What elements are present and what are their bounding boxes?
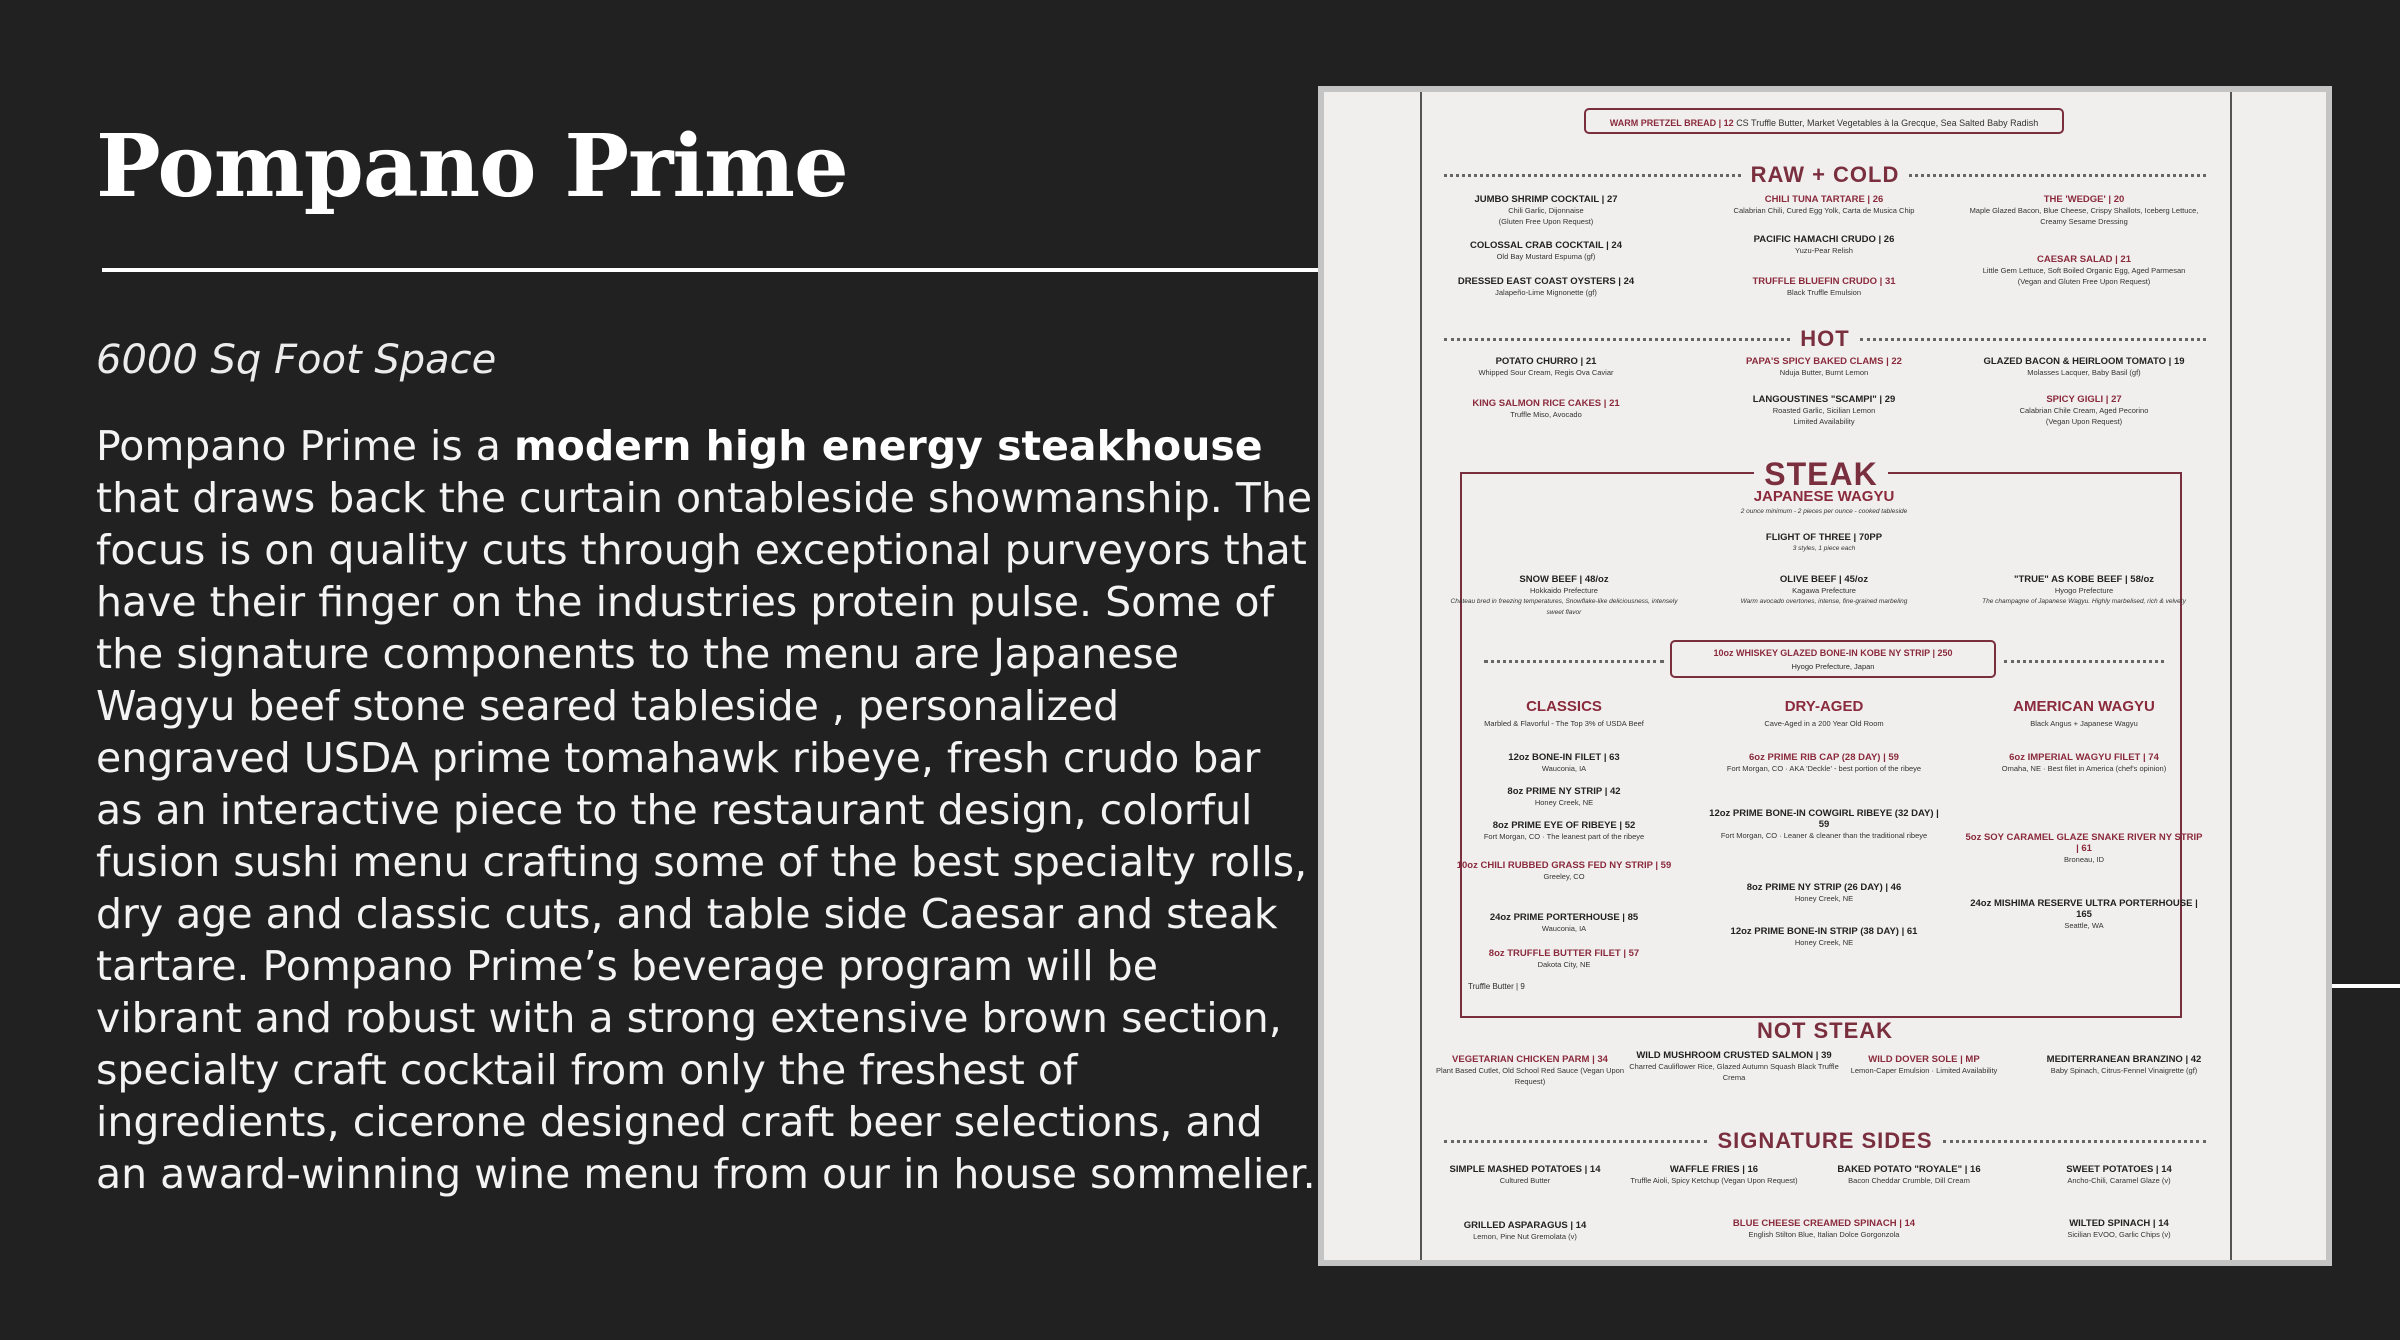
section-hot [1444, 324, 2206, 354]
section-label: RAW + COLD [1750, 162, 1900, 187]
menu-item: JUMBO SHRIMP COCKTAIL | 27 Chili Garlic, Dijonnaise (Gluten Free Upon Request) [1474, 194, 1618, 226]
menu-item: 12oz BONE-IN FILET | 63 Wauconia, IA [1508, 752, 1620, 773]
section-label: HOT [1800, 326, 1850, 351]
truffle-butter-addon: Truffle Butter | 9 [1468, 982, 1525, 991]
menu-item: WILD MUSHROOM CRUSTED SALMON | 39 Charred Cauliflower Rice, Glazed Autumn Squash Black Truffle Crema [1629, 1050, 1839, 1082]
description-intro: Pompano Prime is a [96, 422, 514, 470]
menu-item: WILD DOVER SOLE | MP Lemon-Caper Emulsion · Limited Availability [1850, 1054, 1998, 1075]
menu-item: 5oz SOY CARAMEL GLAZE SNAKE RIVER NY STRIP | 61 Broneau, ID [1965, 832, 2203, 864]
whiskey-kobe-box: 10oz WHISKEY GLAZED BONE-IN KOBE NY STRIP | 250 Hyogo Prefecture, Japan [1670, 640, 1996, 678]
classics-title: CLASSICS [1526, 698, 1602, 715]
dry-aged-title: DRY-AGED [1784, 698, 1864, 715]
menu-item: "TRUE" AS KOBE BEEF | 58/oz Hyogo Prefecture The champagne of Japanese Wagyu. Highly marbelised, rich & velvety [1982, 574, 2186, 605]
menu-image [1318, 86, 2332, 1266]
section-signature-sides [1444, 1126, 2206, 1156]
pretzel-desc: CS Truffle Butter, Market Vegetables à la Grecque, Sea Salted Baby Radish [1736, 118, 2039, 128]
menu-item: COLOSSAL CRAB COCKTAIL | 24 Old Bay Mustard Espuma (gf) [1469, 240, 1623, 261]
right-edge-divider [2325, 984, 2400, 988]
menu-item: MEDITERRANEAN BRANZINO | 42 Baby Spinach, Citrus-Fennel Vinaigrette (gf) [2046, 1054, 2202, 1075]
menu-item: GLAZED BACON & HEIRLOOM TOMATO | 19 Molasses Lacquer, Baby Basil (gf) [1983, 356, 2185, 377]
menu-item: 8oz PRIME NY STRIP | 42 Honey Creek, NE [1507, 786, 1621, 807]
section-label: SIGNATURE SIDES [1717, 1128, 1933, 1153]
menu-item: OLIVE BEEF | 45/oz Kagawa Prefecture Warm avocado overtones, intense, fine-grained marbeling [1740, 574, 1908, 605]
menu-item: 8oz TRUFFLE BUTTER FILET | 57 Dakota City, NE [1488, 948, 1640, 969]
slide-title: Pompano Prime [96, 116, 848, 217]
menu-item: 24oz PRIME PORTERHOUSE | 85 Wauconia, IA [1489, 912, 1639, 933]
menu-item: THE 'WEDGE' | 20 Maple Glazed Bacon, Blue Cheese, Crispy Shallots, Iceberg Lettuce, Creamy Sesame Dressing [1969, 194, 2199, 226]
description-body: that draws back the curtain ontableside showmanship. The focus is on quality cuts through exceptional purveyors that have their finger on the industries protein pulse. Some of the signature components to the menu are Japanese Wagyu beef stone seared tableside , personalized engraved USDA prime tomahawk ribeye, fresh crudo bar as an interactive piece to the restaurant design, colorful fusion sushi menu crafting some of the best specialty rolls, dry age and classic cuts, and table side Caesar and steak tartare. Pompano Prime’s beverage program will be vibrant and robust with a strong extensive brown section, specialty craft cocktail from only the freshest of ingredients, cicerone designed craft beer selections, and an award-winning wine menu from our in house sommelier. [96, 474, 1316, 1198]
menu-item: KING SALMON RICE CAKES | 21 Truffle Miso, Avocado [1472, 398, 1620, 419]
section-label: STEAK [1754, 456, 1887, 492]
menu-item: 8oz PRIME EYE OF RIBEYE | 52 Fort Morgan, CO · The leanest part of the ribeye [1483, 820, 1645, 841]
menu-item: DRESSED EAST COAST OYSTERS | 24 Jalapeño-Lime Mignonette (gf) [1457, 276, 1635, 297]
menu-item: BLUE CHEESE CREAMED SPINACH | 14 English Stilton Blue, Italian Dolce Gorgonzola [1732, 1218, 1916, 1239]
section-raw-cold [1444, 160, 2206, 190]
menu-border-right [2230, 92, 2232, 1260]
menu-item: TRUFFLE BLUEFIN CRUDO | 31 Black Truffle Emulsion [1752, 276, 1896, 297]
menu-item: BAKED POTATO "ROYALE" | 16 Bacon Cheddar Crumble, Dill Cream [1837, 1164, 1981, 1185]
menu-item: PACIFIC HAMACHI CRUDO | 26 Yuzu-Pear Relish [1753, 234, 1895, 255]
section-not-steak [1624, 1016, 2026, 1046]
menu-item: 6oz PRIME RIB CAP (28 DAY) | 59 Fort Morgan, CO · AKA 'Deckle' - best portion of the ribeye [1726, 752, 1922, 773]
description-paragraph [96, 420, 1316, 1200]
menu-item: 24oz MISHIMA RESERVE ULTRA PORTERHOUSE | 165 Seattle, WA [1970, 898, 2198, 930]
wagyu-flight: FLIGHT OF THREE | 70PP 3 styles, 1 piece each [1765, 532, 1883, 552]
menu-item: 10oz CHILI RUBBED GRASS FED NY STRIP | 59 Greeley, CO [1456, 860, 1672, 881]
menu-item: POTATO CHURRO | 21 Whipped Sour Cream, Regis Ova Caviar [1478, 356, 1614, 377]
slide-subtitle: 6000 Sq Foot Space [96, 337, 497, 383]
wagyu-note: 2 ounce minimum - 2 pieces per ounce - cooked tableside [1740, 508, 1908, 515]
pretzel-name: WARM PRETZEL BREAD | 12 [1609, 118, 1734, 128]
description-highlight: modern high energy steakhouse [513, 422, 1263, 470]
menu-item: 12oz PRIME BONE-IN COWGIRL RIBEYE (32 DAY) | 59 Fort Morgan, CO · Leaner & cleaner than the traditional ribeye [1709, 808, 1939, 840]
menu-item: SPICY GIGLI | 27 Calabrian Chile Cream, Aged Pecorino (Vegan Upon Request) [2019, 394, 2149, 426]
menu-item: SNOW BEEF | 48/oz Hokkaido Prefecture Chateau bred in freezing temperatures, Snowflake-like deliciousness, intensely sweet flavor [1450, 574, 1678, 616]
menu-item: 8oz PRIME NY STRIP (26 DAY) | 46 Honey Creek, NE [1746, 882, 1902, 903]
menu-item: CHILI TUNA TARTARE | 26 Calabrian Chili, Cured Egg Yolk, Carta de Musica Chip [1733, 194, 1915, 215]
menu-item: SWEET POTATOES | 14 Ancho-Chili, Caramel Glaze (v) [2066, 1164, 2172, 1185]
menu-item: VEGETARIAN CHICKEN PARM | 34 Plant Based Cutlet, Old School Red Sauce (Vegan Upon Request) [1435, 1054, 1625, 1086]
wagyu-title: JAPANESE WAGYU [1753, 488, 1895, 505]
pretzel-bread-box [1584, 108, 2064, 134]
menu-item: CAESAR SALAD | 21 Little Gem Lettuce, Soft Boiled Organic Egg, Aged Parmesan (Vegan and Gluten Free Upon Request) [1982, 254, 2186, 286]
menu-item: SIMPLE MASHED POTATOES | 14 Cultured Butter [1449, 1164, 1601, 1185]
section-label: NOT STEAK [1756, 1018, 1894, 1043]
menu-item: 12oz PRIME BONE-IN STRIP (38 DAY) | 61 Honey Creek, NE [1730, 926, 1918, 947]
menu-item: WAFFLE FRIES | 16 Truffle Aioli, Spicy Ketchup (Vegan Upon Request) [1630, 1164, 1798, 1185]
menu-item: PAPA'S SPICY BAKED CLAMS | 22 Nduja Butter, Burnt Lemon [1746, 356, 1902, 377]
menu-item: WILTED SPINACH | 14 Sicilian EVOO, Garlic Chips (v) [2067, 1218, 2171, 1239]
menu-paper: WARM PRETZEL BREAD | 12 CS Truffle Butter, Market Vegetables à la Grecque, Sea Salted Baby Radish RAW + COLD JUMBO SHRIMP COCKTAIL | 27 Chili Garlic, Dijonnaise (Gluten Free Upon Request) COLOSSAL CRAB COCKTAIL | 24 Old Bay Mustard Espuma (gf) DRESSED EAST COAST OYSTERS | 24 Jalapeño-Lime Mignonette (gf) CHILI TUNA TARTARE | 26 Calabrian Chili, Cured Egg Yolk, Carta de Musica Chip PACIFIC HAMACHI CRUDO | 26 Yuzu-Pear Relish TRUFFLE BLUEFIN CRUDO | 31 Black Truffle Emulsion THE 'WEDGE' | 20 Maple Glazed Bacon, Blue Cheese, Crispy Shallots, Iceberg Lettuce, Creamy Sesame Dressing CAESAR SALAD | 21 Little Gem Lettuce, Soft Boiled Organic Egg, Aged Parmesan (Vegan and Gluten Free Upon Request) HOT POTATO CHURRO | 21 Whipped Sour Cream, Regis Ova Caviar KING SALMON RICE CAKES | 21 Truffle Miso, Avocado PAPA'S SPICY BAKED CLAMS | 22 Nduja Butter, Burnt Lemon LANGOUSTINES "SCAMPI" | 29 Roasted Garlic, Sicilian Lemon Limited Availability GLAZED BACON & HEIRLOOM TOMATO | 19 Molasses Lacquer, Baby Basil (gf) SPICY GIGLI | 27 Calabrian Chile Cream, Aged Pecorino (Vegan Upon Request) STEAK JAPANESE WAGYU 2 ounce minimum - 2 pieces per ounce - cooked tableside FLIGHT OF THREE | 70PP 3 styles, 1 piece each SNOW BEEF | 48/oz Hokkaido Prefecture Chateau bred in freezing temperatures, Snowflake-like deliciousness, intensely sweet flavor OLIVE BEEF | 45/oz Kagawa Prefecture Warm avocado overtones, intense, fine-grained marbeling "TRUE" AS KOBE BEEF | 58/oz Hyogo Prefecture The champagne of Japanese Wagyu. Highly marbelised, rich & velvety 10oz WHISKEY GLAZED BONE-IN KOBE NY STRIP | 250 Hyogo Prefecture, Japan CLASSICS Marbled & Flavorful - The Top 3% of USDA Beef 12oz BONE-IN FILET | 63 Wauconia, IA 8oz PRIME NY STRIP | 42 Honey Creek, NE 8oz PRIME EYE OF RIBEYE | 52 Fort Morgan, CO · The leanest part of the ribeye 10oz CHILI RUBBED GRASS FED NY STRIP | 59 Greeley, CO 24oz PRIME PORTERHOUSE | 85 Wauconia, IA 8oz TRUFFLE BUTTER FILET | 57 Dakota City, NE Truffle Butter | 9 DRY-AGED Cave-Aged in a 200 Year Old Room 6oz PRIME RIB CAP (28 DAY) | 59 Fort Morgan, CO · AKA 'Deckle' - best portion of the ribeye 12oz PRIME BONE-IN COWGIRL RIBEYE (32 DAY) | 59 Fort Morgan, CO · Leaner & cleaner than the traditional ribeye 8oz PRIME NY STRIP (26 DAY) | 46 Honey Creek, NE 12oz PRIME BONE-IN STRIP (38 DAY) | 61 Honey Creek, NE AMERICAN WAGYU Black Angus + Japanese Wagyu 6oz IMPERIAL WAGYU FILET | 74 Omaha, NE · Best filet in America (chef's opinion) 5oz SOY CARAMEL GLAZE SNAKE RIVER NY STRIP | 61 Broneau, ID 24oz MISHIMA RESERVE ULTRA PORTERHOUSE | 165 Seattle, WA NOT STEAK VEGETARIAN CHICKEN PARM | 34 Plant Based Cutlet, Old School Red Sauce (Vegan Upon Request) WILD MUSHROOM CRUSTED SALMON | 39 Charred Cauliflower Rice, Glazed Autumn Squash Black Truffle Crema WILD DOVER SOLE | MP Lemon-Caper Emulsion · Limited Availability MEDITERRANEAN BRANZINO | 42 Baby Spinach, Citrus-Fennel Vinaigrette (gf) SIGNATURE SIDES SIMPLE MASHED POTATOES | 14 Cultured Butter WAFFLE FRIES | 16 Truffle Aioli, Spicy Ketchup (Vegan Upon Request) BAKED POTATO "ROYALE" | 16 Bacon Cheddar Crumble, Dill Cream SWEET POTATOES | 14 Ancho-Chili, Caramel Glaze (v) GRILLED ASPARAGUS | 14 Lemon, Pine Nut Gremolata (v) BLUE CHEESE CREAMED SPINACH | 14 English Stilton Blue, Italian Dolce Gorgonzola WILTED SPINACH | 14 Sicilian EVOO, Garlic Chips (v) [1324, 92, 2326, 1260]
menu-item: 6oz IMPERIAL WAGYU FILET | 74 Omaha, NE · Best filet in America (chef's opinion) [2001, 752, 2167, 773]
american-wagyu-title: AMERICAN WAGYU [2013, 698, 2155, 715]
menu-item: GRILLED ASPARAGUS | 14 Lemon, Pine Nut Gremolata (v) [1463, 1220, 1587, 1241]
menu-item: LANGOUSTINES "SCAMPI" | 29 Roasted Garlic, Sicilian Lemon Limited Availability [1752, 394, 1896, 426]
title-divider [102, 268, 1320, 272]
